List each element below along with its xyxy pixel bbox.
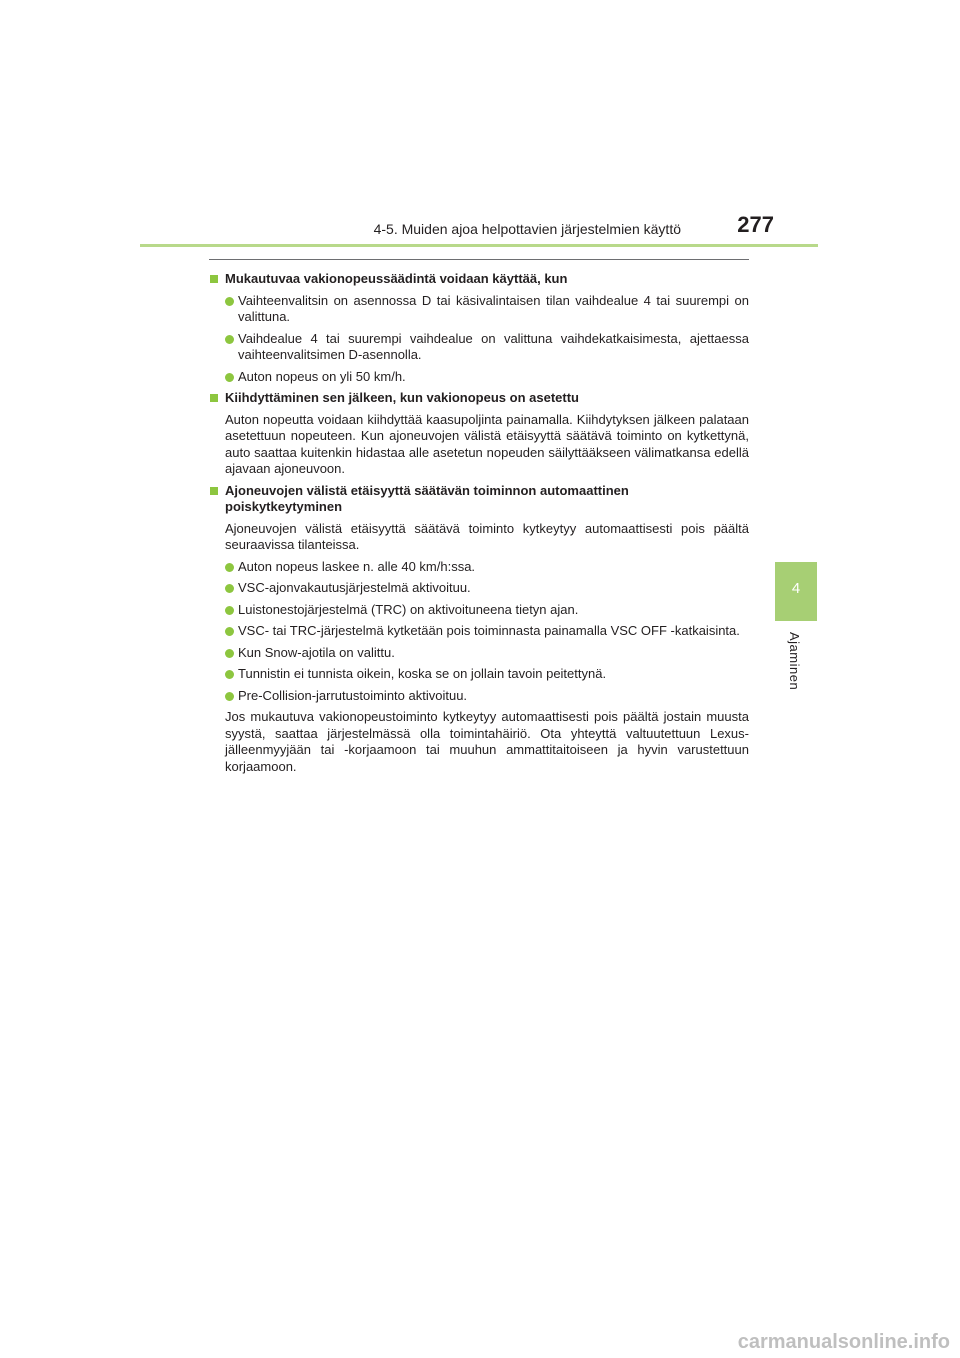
square-bullet-icon xyxy=(210,275,218,283)
circle-bullet-icon xyxy=(225,627,234,636)
circle-bullet-icon xyxy=(225,563,234,572)
paragraph: Auton nopeutta voidaan kiihdyttää kaasupoljinta painamalla. Kiihdytyksen jälkeen palataan asetettuun nopeuteen. Kun ajoneuvojen välistä etäisyyttä säätävä toiminto on kytkettynä, auto saattaa kuitenkin hidastaa alle asetetun nopeuden säilyttääkseen välimatkansa edellä ajavaan ajoneuvoon. xyxy=(225,411,749,476)
circle-bullet-icon xyxy=(225,584,234,593)
page-content xyxy=(209,269,749,775)
list-item: Luistonestojärjestelmä (TRC) on aktivoituneena tietyn ajan. xyxy=(209,602,749,619)
list-item: VSC-ajonvakautusjärjestelmä aktivoituu. xyxy=(209,580,749,597)
chapter-title: 4-5. Muiden ajoa helpottavien järjestelmien käyttö xyxy=(373,221,681,237)
list-item: Pre-Collision-jarrutustoiminto aktivoituu. xyxy=(209,688,749,705)
square-bullet-icon xyxy=(210,394,218,402)
chapter-tab-number: 4 xyxy=(791,580,801,597)
list-item: Vaihteenvalitsin on asennossa D tai käsivalintaisen tilan vaihdealue 4 tai suurempi on valittuna. xyxy=(209,293,749,326)
chapter-tab[interactable] xyxy=(775,562,817,621)
page-number: 277 xyxy=(737,212,774,237)
page-header xyxy=(140,212,818,248)
circle-bullet-icon xyxy=(225,373,234,382)
list-item: Kun Snow-ajotila on valittu. xyxy=(209,645,749,662)
list-item: Vaihdealue 4 tai suurempi vaihdealue on valittuna vaihdekatkaisimesta, ajettaessa vaihteenvalitsimen D-asennolla. xyxy=(209,331,749,364)
circle-bullet-icon xyxy=(225,335,234,344)
watermark: carmanualsonline.info xyxy=(737,1331,950,1353)
paragraph: Jos mukautuva vakionopeustoiminto kytkeytyy automaattisesti pois päältä jostain muusta syystä, saattaa järjestelmässä olla toimintahäiriö. Ota yhteyttä valtuutettuun Lexus-jälleenmyyjään tai -korjaamoon tai muuhun ammattitaitoiseen ja hyvin varustettuun korjaamoon. xyxy=(225,709,749,774)
section-heading: Ajoneuvojen välistä etäisyyttä säätävän toiminnon automaattinen poiskytkeytyminen xyxy=(209,483,749,516)
circle-bullet-icon xyxy=(225,297,234,306)
header-divider xyxy=(140,244,818,247)
chapter-tab-label: Ajaminen xyxy=(787,632,802,691)
list-item: Auton nopeus laskee n. alle 40 km/h:ssa. xyxy=(209,559,749,576)
circle-bullet-icon xyxy=(225,692,234,701)
section-heading: Kiihdyttäminen sen jälkeen, kun vakionopeus on asetettu xyxy=(209,390,749,407)
circle-bullet-icon xyxy=(225,649,234,658)
section-divider xyxy=(209,259,749,260)
list-item: Tunnistin ei tunnista oikein, koska se on jollain tavoin peitettynä. xyxy=(209,666,749,683)
square-bullet-icon xyxy=(210,487,218,495)
circle-bullet-icon xyxy=(225,606,234,615)
section-heading: Mukautuvaa vakionopeussäädintä voidaan käyttää, kun xyxy=(209,271,749,288)
list-item: Auton nopeus on yli 50 km/h. xyxy=(209,369,749,386)
paragraph: Ajoneuvojen välistä etäisyyttä säätävä toiminto kytkeytyy automaattisesti pois päältä seuraavissa tilanteissa. xyxy=(225,520,749,552)
circle-bullet-icon xyxy=(225,670,234,679)
list-item: VSC- tai TRC-järjestelmä kytketään pois toiminnasta painamalla VSC OFF -katkaisinta. xyxy=(209,623,749,640)
